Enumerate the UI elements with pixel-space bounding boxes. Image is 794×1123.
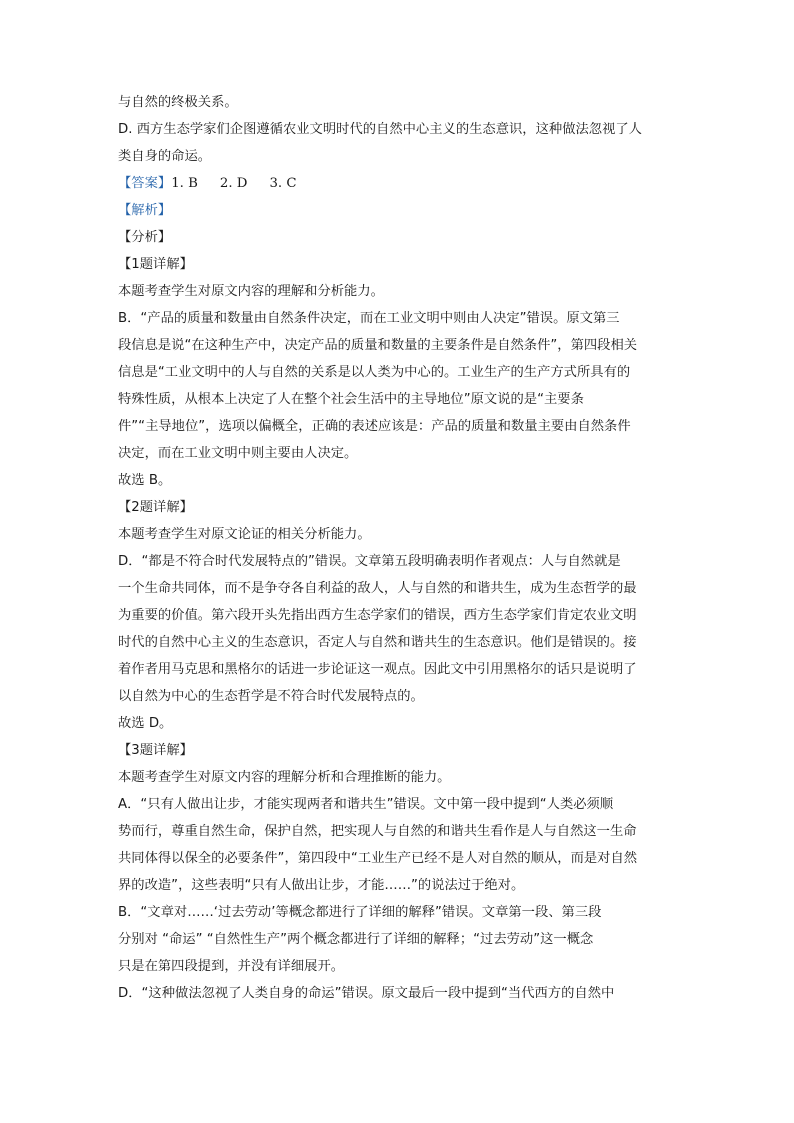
text-line: 以自然为中心的生态哲学是不符合时代发展特点的。: [118, 689, 424, 704]
answer-label: 【答案】: [118, 176, 172, 191]
text-line: 信息是“工业文明中的人与自然的关系是以人类为中心的。工业生产的生产方式所具有的: [118, 365, 631, 380]
text-line: 类自身的命运。: [118, 149, 212, 164]
text-line: 特殊性质，从根本上决定了人在整个社会生活中的主导地位”原文说的是“主要条: [118, 392, 584, 407]
text-line: 本题考查学生对原文内容的理解分析和合理推断的能力。: [118, 770, 451, 785]
text-line: 势而行，尊重自然生命，保护自然，把实现人与自然的和谐共生看作是人与自然这一生命: [118, 824, 637, 839]
text-line: D．“都是不符合时代发展特点的”错误。文章第五段明确表明作者观点：人与自然就是: [118, 554, 621, 569]
text-line: 分别对 “命运” “自然性生产”两个概念都进行了详细的解释；“过去劳动”这一概念: [118, 932, 594, 947]
text-line: 共同体得以保全的必要条件”，第四段中“工业生产已经不是人对自然的顺从，而是对自然: [118, 851, 638, 866]
text-line: 件”“主导地位”，选项以偏概全，正确的表述应该是：产品的质量和数量主要由自然条件: [118, 419, 631, 434]
text-line: 与自然的终极关系。: [118, 95, 238, 110]
text-line: 决定，而在工业文明中则主要由人决定。: [118, 446, 358, 461]
text-line: 时代的自然中心主义的生态意识，否定人与自然和谐共生的生态意识。他们是错误的。接: [118, 635, 637, 650]
text-line: 本题考查学生对原文内容的理解和分析能力。: [118, 284, 384, 299]
text-line: 界的改造”，这些表明“只有人做出让步，才能……”的说法过于绝对。: [118, 878, 525, 893]
text-line: A．“只有人做出让步，才能实现两者和谐共生”错误。文中第一段中提到“人类必须顺: [118, 797, 614, 812]
answer-1: 1. B: [171, 176, 198, 191]
question-3-heading: 【3题详解】: [118, 743, 193, 758]
text-line: 故选 B。: [118, 473, 172, 488]
section-heading-jiexi: 【解析】: [118, 203, 172, 218]
answer-line: [118, 170, 678, 197]
text-line: D．“这种做法忽视了人类自身的命运”错误。原文最后一段中提到“当代西方的自然中: [118, 986, 615, 1001]
section-heading-fenxi: 【分析】: [118, 230, 172, 245]
answer-3: 3. C: [269, 176, 297, 191]
question-2-heading: 【2题详解】: [118, 500, 193, 515]
text-line: 故选 D。: [118, 716, 173, 731]
answer-2: 2. D: [219, 176, 248, 191]
text-line: B．“文章对……‘过去劳动’等概念都进行了详细的解释”错误。文章第一段、第三段: [118, 905, 602, 920]
text-line: 只是在第四段提到，并没有详细展开。: [118, 959, 345, 974]
text-line: B．“产品的质量和数量由自然条件决定，而在工业文明中则由人决定”错误。原文第三: [118, 311, 620, 326]
text-line: 着作者用马克思和黑格尔的话进一步论证这一观点。因此文中引用黑格尔的话只是说明了: [118, 662, 637, 677]
text-line: 为重要的价值。第六段开头先指出西方生态学家们的错误，西方生态学家们肯定农业文明: [118, 608, 637, 623]
document-page: [118, 89, 678, 1007]
text-line: D. 西方生态学家们企图遵循农业文明时代的自然中心主义的生态意识，这种做法忽视了人: [118, 122, 642, 137]
question-1-heading: 【1题详解】: [118, 257, 193, 272]
text-line: 一个生命共同体，而不是争夺各自利益的敌人，人与自然的和谐共生，成为生态哲学的最: [118, 581, 637, 596]
text-line: 段信息是说“在这种生产中，决定产品的质量和数量的主要条件是自然条件”，第四段相关: [118, 338, 638, 353]
text-line: 本题考查学生对原文论证的相关分析能力。: [118, 527, 371, 542]
